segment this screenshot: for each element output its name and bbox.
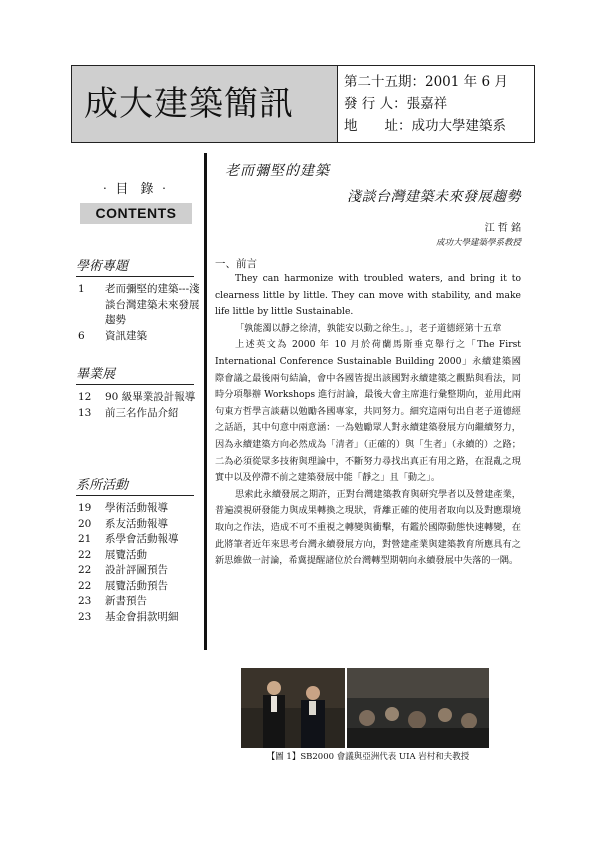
conference-photo-audience (347, 668, 489, 748)
toc-item[interactable] (76, 406, 201, 422)
figure-caption: 【圖 1】SB2000 會議與亞洲代表 UIA 岩村和夫教授 (266, 752, 470, 762)
section-heading: 一、前言 (215, 258, 257, 270)
toc-item-title: 展覽活動 (105, 548, 147, 561)
newsletter-title: 成大建築簡訊 (72, 66, 338, 142)
toc-page-number: 22 (78, 548, 92, 561)
toc-section-activities (76, 474, 201, 625)
toc-item[interactable] (76, 517, 201, 533)
article-subtitle: 淺談台灣建築未來發展趨勢 (347, 189, 521, 205)
toc-heading: 學術專題 (76, 255, 194, 277)
toc-item[interactable] (76, 610, 201, 626)
toc-item-title: 資訊建築 (105, 329, 147, 342)
toc-item[interactable] (76, 563, 201, 579)
toc-item-title: 基金會捐款明細 (105, 610, 179, 623)
toc-item[interactable] (76, 501, 201, 517)
issue-info: 第二十五期：2001 年 6 月 (344, 74, 508, 90)
column-divider (204, 153, 207, 650)
article (215, 160, 521, 570)
toc-page-number: 20 (78, 517, 92, 530)
article-title: 老而彌堅的建築 (225, 163, 330, 179)
toc-item-title: 系學會活動報導 (105, 533, 179, 545)
toc-item-title: 學術活動報導 (105, 502, 168, 514)
toc-item[interactable] (76, 329, 201, 345)
english-quote: They can harmonize with troubled waters, and bring it to clearness little by little. They can move with stability, and make life little by little Sustainable. (215, 273, 521, 318)
publisher-info: 發 行 人：張嘉祥 (344, 96, 448, 112)
author-affiliation: 成功大學建築學系教授 (435, 238, 521, 248)
figure-photos (241, 668, 489, 748)
toc-item[interactable] (76, 532, 201, 548)
masthead-info (344, 71, 534, 137)
toc-section-graduation (76, 363, 201, 421)
masthead (71, 65, 535, 143)
toc-page-number: 19 (78, 502, 92, 514)
toc-page-number: 6 (78, 329, 85, 342)
toc-page-number: 22 (78, 564, 92, 576)
toc-item-title: 設計評圖預告 (105, 564, 168, 576)
chinese-quote: 「孰能濁以靜之徐清，孰能安以動之徐生。」，老子道德經第十五章 (235, 322, 502, 334)
toc-item-title: 90 級畢業設計報導 (105, 391, 196, 403)
toc-page-number: 22 (78, 579, 92, 592)
toc-item[interactable] (76, 390, 201, 406)
toc-page-number: 23 (78, 610, 92, 623)
contents-banner: CONTENTS (80, 203, 192, 224)
toc-heading: 系所活動 (76, 474, 194, 496)
delegates-image (241, 668, 345, 748)
toc-item[interactable] (76, 594, 201, 610)
toc-section-research (76, 255, 201, 344)
author-name: 江 哲 銘 (484, 223, 521, 234)
toc-item[interactable] (76, 548, 201, 564)
audience-image (347, 668, 489, 748)
toc-page-number: 12 (78, 391, 92, 403)
toc-item[interactable] (76, 282, 201, 329)
toc-heading: 畢業展 (76, 363, 194, 385)
toc-item-title: 展覽活動預告 (105, 579, 168, 592)
toc-page-number: 23 (78, 595, 92, 607)
table-of-contents (74, 178, 199, 224)
toc-item[interactable] (76, 579, 201, 595)
body-paragraph: 思索此永續發展之期許，正對台灣建築教育與研究學者以及營建產業，普遍漠視研發能力與成果轉換之現狀，背離正確的使用者取向以及對應環境取向之作法，造成不可不重視之轉變與衝擊，有鑑於國際動態快速轉變，在此將筆者近年來思考台灣永續發展方向，對營建產業與建築教育所應具有之新思維做一討論，希冀提醒諸位於台灣轉型期朝向永續發展中失落的一隅。 (215, 488, 521, 567)
toc-page-number: 13 (78, 406, 92, 419)
toc-item-title: 前三名作品介紹 (105, 406, 179, 419)
toc-page-number: 1 (78, 283, 85, 295)
address-info: 地 址：成功大學建築系 (344, 118, 506, 134)
toc-item-title: 系友活動報導 (105, 517, 168, 530)
conference-photo-delegates (241, 668, 345, 748)
byline (215, 222, 521, 250)
toc-label: ‧目 錄‧ (98, 182, 175, 197)
toc-item-title: 老而彌堅的建築---淺談台灣建築未來發展趨勢 (105, 283, 200, 326)
body-paragraph: 上述英文為 2000 年 10 月於荷蘭馬斯垂克舉行之「The First International Conference Sustainable Building 2000」永續建築國際會議之最後兩句結論，會中各國皆提出該國對永續建築之觀點與看法，同時分項舉辦 Workshops 進行討論，最後大會主席進行彙整期向，並用此兩句東方哲學言談藉以勉勵各國專家，共同努力。細究這兩句出自老子道德經之話語，其中句意中兩意涵：一為勉勵眾人對永續建築發展方向繼續努力，因為永續建築方向必然成為「清者」（正確的）與「生者」（永續的）之路；二為必須從眾多技術與理論中，不斷努力尋找出真正有用之路，在混亂之現實中以及停滯不前之建築發展中能「靜之」且「動之」。 (215, 339, 521, 484)
toc-item-title: 新書預告 (105, 595, 147, 607)
toc-page-number: 21 (78, 533, 92, 545)
